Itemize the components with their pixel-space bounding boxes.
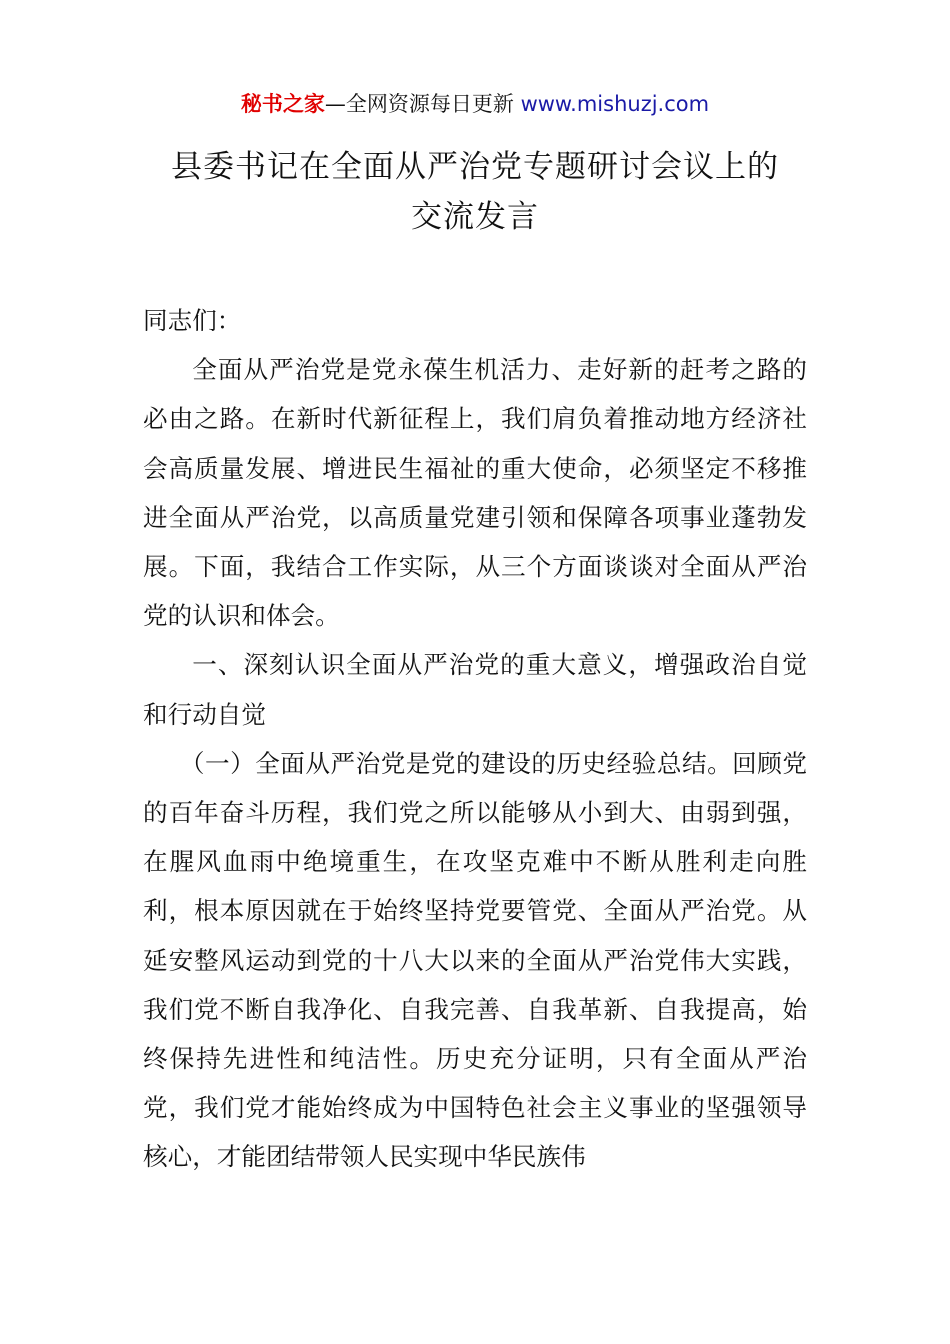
header-dash: — [324,92,346,116]
salutation: 同志们： [143,306,242,335]
document-body [143,296,807,1182]
title-line-2: 交流发言 [411,199,539,235]
header-slogan: 全网资源每日更新 [345,92,521,116]
title-line-1: 县委书记在全面从严治党专题研讨会议上的 [171,149,779,185]
section-1-heading: 一、深刻认识全面从严治党的重大意义，增强政治自觉和行动自觉 [143,650,807,729]
document-title [0,142,950,242]
subsection-1-paragraph: （一）全面从严治党是党的建设的历史经验总结。回顾党的百年奋斗历程，我们党之所以能够从小到大、由弱到强，在腥风血雨中绝境重生，在攻坚克难中不断从胜利走向胜利，根本原因就在于始终坚持党要管党、全面从严治党。从延安整风运动到党的十八大以来的全面从严治党伟大实践，我们党不断自我净化、自我完善、自我革新、自我提高，始终保持先进性和纯洁性。历史充分证明，只有全面从严治党，我们党才能始终成为中国特色社会主义事业的坚强领导核心，才能团结带领人民实现中华民族伟 [143,748,807,1172]
site-header [0,88,950,120]
site-url-link[interactable]: www.mishuzj.com [520,92,710,116]
brand-name: 秘书之家 [240,92,325,116]
intro-paragraph: 全面从严治党是党永葆生机活力、走好新的赶考之路的必由之路。在新时代新征程上，我们肩负着推动地方经济社会高质量发展、增进民生福祉的重大使命，必须坚定不移推进全面从严治党，以高质量党建引领和保障各项事业蓬勃发展。下面，我结合工作实际，从三个方面谈谈对全面从严治党的认识和体会。 [143,355,807,631]
